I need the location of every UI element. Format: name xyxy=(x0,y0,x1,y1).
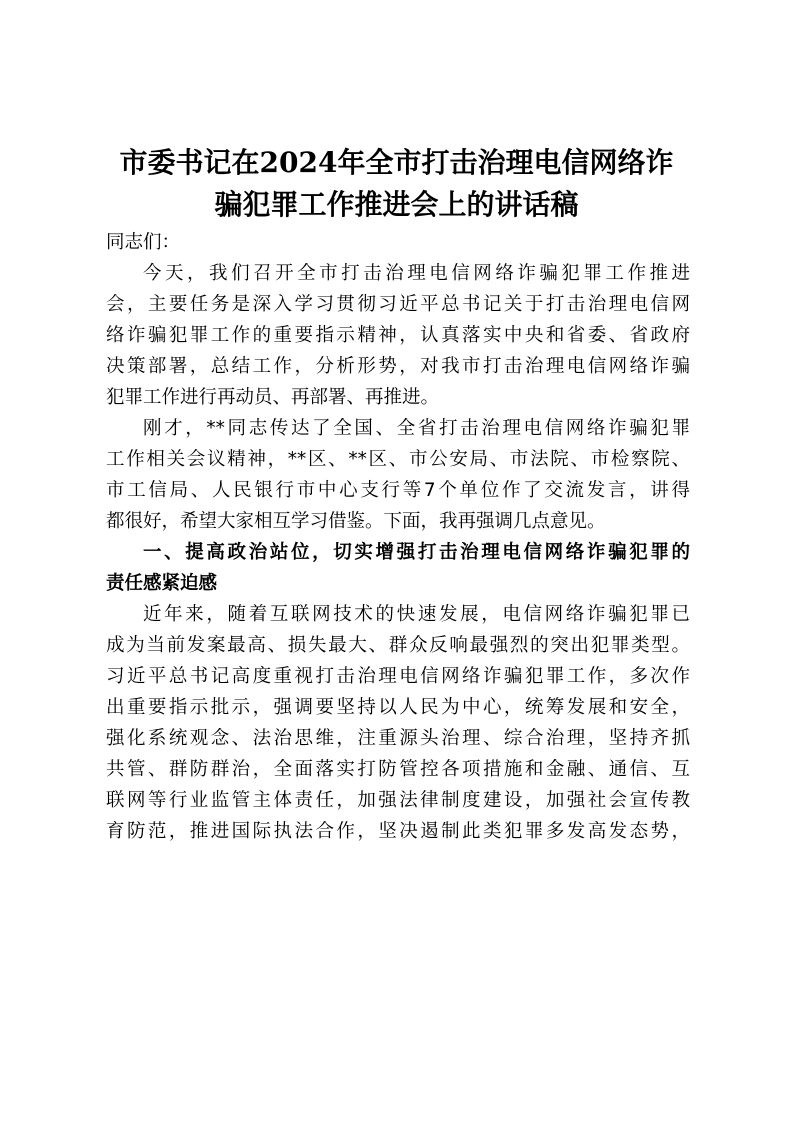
paragraph-3 xyxy=(106,599,690,847)
section-heading-1 xyxy=(106,537,690,599)
title-line-1: 市委书记在2024年全市打击治理电信网络诈 xyxy=(119,146,674,179)
paragraph-line: 都很好，希望大家相互学习借鉴。下面，我再强调几点意见。 xyxy=(106,511,606,532)
paragraph-line: 会，主要任务是深入学习贯彻习近平总书记关于打击治理电信网 xyxy=(106,294,690,315)
paragraph-line: 强化系统观念、法治思维，注重源头治理、综合治理，坚持齐抓 xyxy=(106,728,690,749)
paragraph-line: 市工信局、人民银行市中心支行等7个单位作了交流发言，讲得 xyxy=(106,480,690,501)
paragraph-line: 育防范，推进国际执法合作，坚决遏制此类犯罪多发高发态势， xyxy=(106,821,690,842)
paragraph-line: 决策部署，总结工作，分析形势，对我市打击治理电信网络诈骗 xyxy=(106,356,690,377)
paragraph-line: 络诈骗犯罪工作的重要指示精神，认真落实中央和省委、省政府 xyxy=(106,325,690,346)
paragraph-line: 刚才，**同志传达了全国、全省打击治理电信网络诈骗犯罪 xyxy=(143,418,690,439)
paragraph-line: 成为当前发案最高、损失最大、群众反响最强烈的突出犯罪类型。 xyxy=(106,635,690,656)
heading-line: 一、提高政治站位，切实增强打击治理电信网络诈骗犯罪的 xyxy=(143,542,690,563)
paragraph-line: 习近平总书记高度重视打击治理电信网络诈骗犯罪工作，多次作 xyxy=(106,666,690,687)
salutation: 同志们： xyxy=(106,232,181,253)
paragraph-line: 共管、群防群治，全面落实打防管控各项措施和金融、通信、互 xyxy=(106,759,690,780)
paragraph-line: 今天，我们召开全市打击治理电信网络诈骗犯罪工作推进 xyxy=(143,263,690,284)
paragraph-line: 近年来，随着互联网技术的快速发展，电信网络诈骗犯罪已 xyxy=(143,604,690,625)
paragraph-1 xyxy=(106,258,690,413)
heading-line: 责任感紧迫感 xyxy=(106,573,218,594)
document-body xyxy=(106,227,690,847)
paragraph-line: 犯罪工作进行再动员、再部署、再推进。 xyxy=(106,387,440,408)
paragraph-line: 工作相关会议精神，**区、**区、市公安局、市法院、市检察院、 xyxy=(106,449,690,470)
paragraph-line: 联网等行业监管主体责任，加强法律制度建设，加强社会宣传教 xyxy=(106,790,690,811)
paragraph-2 xyxy=(106,413,690,537)
title-line-2: 骗犯罪工作推进会上的讲话稿 xyxy=(214,188,579,221)
document-title xyxy=(100,142,693,226)
paragraph-line: 出重要指示批示，强调要坚持以人民为中心，统筹发展和安全， xyxy=(106,697,690,718)
